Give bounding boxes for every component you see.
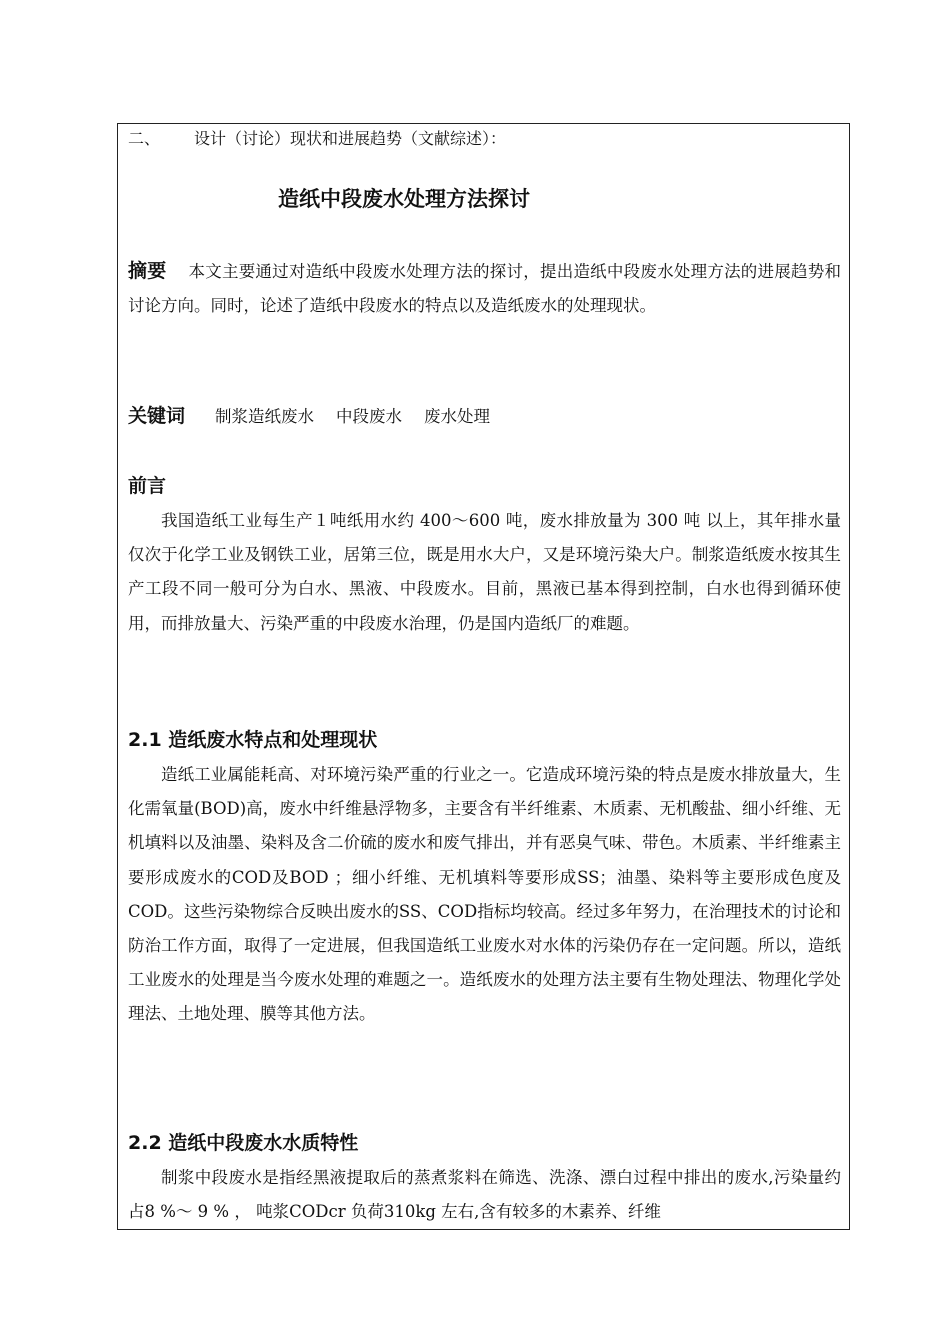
keyword-item: 中段废水	[336, 407, 403, 426]
section-header	[128, 128, 506, 150]
section-2-2-heading: 2.2 造纸中段废水水质特性	[128, 1132, 359, 1154]
keyword-item: 制浆造纸废水	[215, 407, 315, 426]
section-2-1-heading: 2.1 造纸废水特点和处理现状	[128, 729, 378, 751]
section-number: 二、	[128, 129, 161, 148]
keyword-item: 废水处理	[424, 407, 491, 426]
keywords-label: 关键词	[128, 405, 186, 427]
preface-heading: 前言	[128, 475, 167, 497]
keywords-line	[128, 399, 512, 434]
document-title: 造纸中段废水处理方法探讨	[278, 186, 530, 211]
abstract-text: 本文主要通过对造纸中段废水处理方法的探讨，提出造纸中段废水处理方法的进展趋势和讨论方向。同时，论述了造纸中段废水的特点以及造纸废水的处理现状。	[128, 262, 841, 316]
abstract-label: 摘要	[128, 260, 167, 282]
document-frame	[117, 123, 850, 1230]
preface-paragraph: 我国造纸工业每生产１吨纸用水约 400～600 吨，废水排放量为 300 吨 以上，其年排水量仅次于化学工业及钢铁工业，居第三位，既是用水大户，又是环境污染大户。制浆造纸废水按其生产工段不同一般可分为白水、黑液、中段废水。目前，黑液已基本得到控制，白水也得到循环使用，而排放量大、污染严重的中段废水治理，仍是国内造纸厂的难题。	[128, 511, 841, 633]
abstract-paragraph	[128, 254, 841, 323]
section-2-1-paragraph: 造纸工业属能耗高、对环境污染严重的行业之一。它造成环境污染的特点是废水排放量大，生化需氧量(BOD)高，废水中纤维悬浮物多，主要含有半纤维素、木质素、无机酸盐、细小纤维、无机填料以及油墨、染料及含二价硫的废水和废气排出，并有恶臭气味、带色。木质素、半纤维素主要形成废水的COD及BOD ；细小纤维、无机填料等要形成SS；油墨、染料等主要形成色度及COD。这些污染物综合反映出废水的SS、COD指标均较高。经过多年努力，在治理技术的讨论和防治工作方面，取得了一定进展，但我国造纸工业废水对水体的污染仍存在一定问题。所以，造纸工业废水的处理是当今废水处理的难题之一。造纸废水的处理方法主要有生物处理法、物理化学处理法、土地处理、膜等其他方法。	[128, 765, 841, 1024]
section-title: 设计（讨论）现状和进展趋势（文献综述）：	[194, 129, 507, 148]
section-2-2-paragraph: 制浆中段废水是指经黑液提取后的蒸煮浆料在筛选、洗涤、漂白过程中排出的废水,污染量约占8 %～ 9 % ， 吨浆CODcr 负荷310kg 左右,含有较多的木素养、纤维	[128, 1168, 841, 1222]
